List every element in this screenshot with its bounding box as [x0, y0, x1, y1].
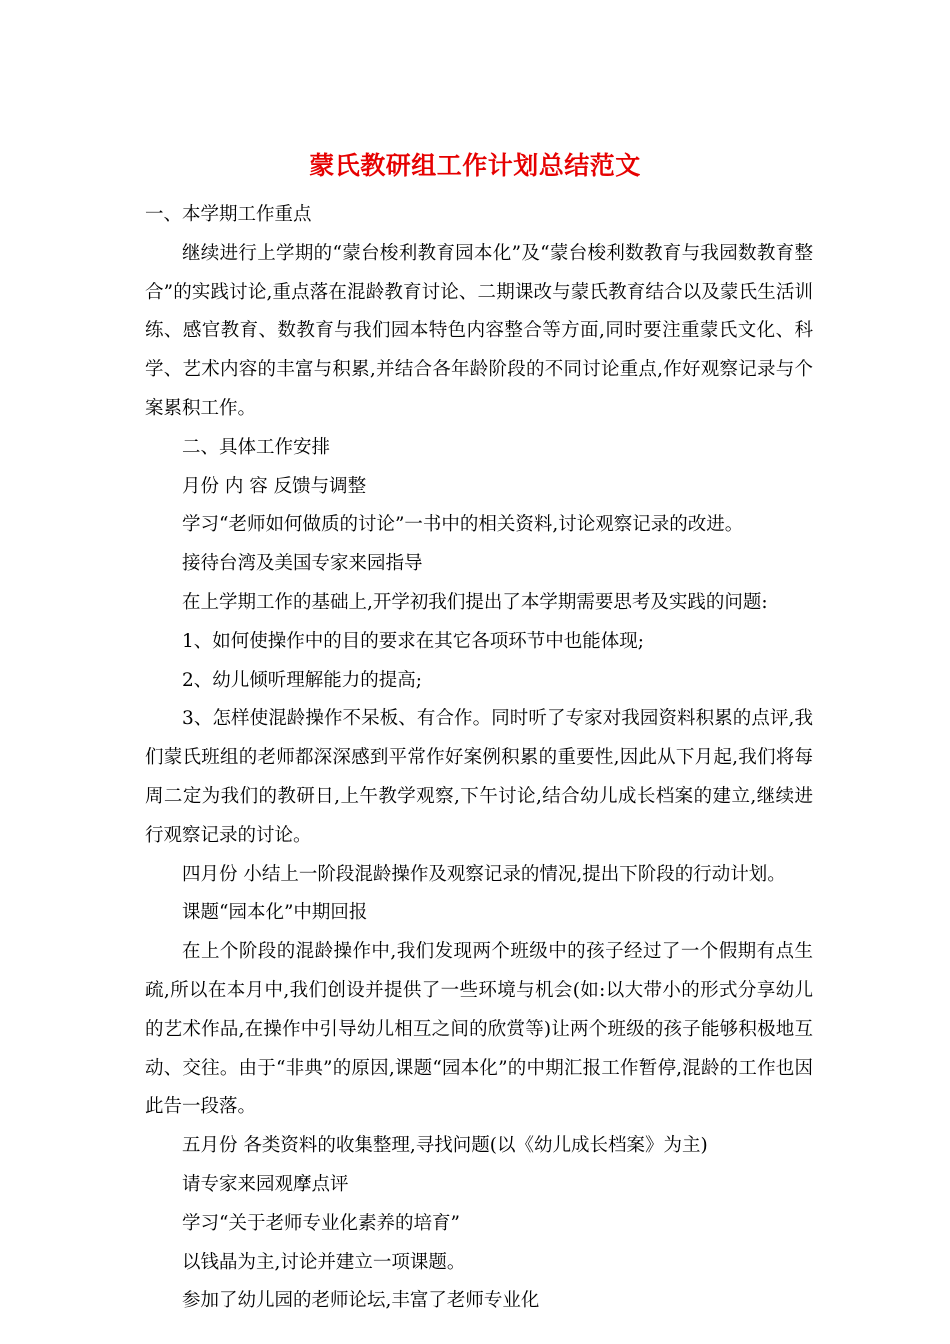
paragraph: 学习“老师如何做质的讨论”一书中的相关资料,讨论观察记录的改进。: [182, 514, 744, 536]
paragraph: 以钱晶为主,讨论并建立一项课题。: [182, 1251, 466, 1273]
paragraph: 1、如何使操作中的目的要求在其它各项环节中也能体现;: [182, 630, 645, 652]
paragraph: 参加了幼儿园的老师论坛,丰富了老师专业化: [182, 1290, 540, 1312]
paragraph: 月份 内 容 反馈与调整: [182, 475, 367, 497]
paragraph: 在上个阶段的混龄操作中,我们发现两个班级中的孩子经过了一个假期有点生疏,所以在本月中,我们创设并提供了一些环境与机会(如:以大带小的形式分享幼儿的艺术作品,在操作中引导幼儿相互之间的欣赏等)让两个班级的孩子能够积极地互动、交往。由于“非典”的原因,课题“园本化”的中期汇报工作暂停,混龄的工作也因此告一段落。: [145, 941, 813, 1118]
paragraph: 2、幼儿倾听理解能力的提高;: [182, 669, 423, 691]
document-title: 蒙氏教研组工作计划总结范文: [309, 151, 641, 180]
paragraph: 请专家来园观摩点评: [182, 1173, 349, 1195]
paragraph: 课题“园本化”中期回报: [182, 902, 368, 924]
paragraph: 学习“关于老师专业化素养的培育”: [182, 1212, 460, 1234]
paragraph: 四月份 小结上一阶段混龄操作及观察记录的情况,提出下阶段的行动计划。: [182, 863, 786, 885]
paragraph: 3、怎样使混龄操作不呆板、有合作。同时听了专家对我园资料积累的点评,我们蒙氏班组的老师都深深感到平常作好案例积累的重要性,因此从下月起,我们将每周二定为我们的教研日,上午教学观察,下午讨论,结合幼儿成长档案的建立,继续进行观察记录的讨论。: [145, 708, 813, 846]
document-body: [145, 196, 813, 1321]
paragraph: 接待台湾及美国专家来园指导: [182, 553, 423, 575]
paragraph: 五月份 各类资料的收集整理,寻找问题(以《幼儿成长档案》为主): [182, 1135, 708, 1157]
paragraph: 继续进行上学期的“蒙台梭利教育园本化”及“蒙台梭利数教育与我园数教育整合”的实践讨论,重点落在混龄教育讨论、二期课改与蒙氏教育结合以及蒙氏生活训练、感官教育、数教育与我们园本特色内容整合等方面,同时要注重蒙氏文化、科学、艺术内容的丰富与积累,并结合各年龄阶段的不同讨论重点,作好观察记录与个案累积工作。: [145, 242, 813, 419]
paragraph: 一、本学期工作重点: [145, 204, 312, 225]
paragraph: 二、具体工作安排: [182, 436, 331, 458]
paragraph: 在上学期工作的基础上,开学初我们提出了本学期需要思考及实践的问题:: [182, 591, 768, 613]
